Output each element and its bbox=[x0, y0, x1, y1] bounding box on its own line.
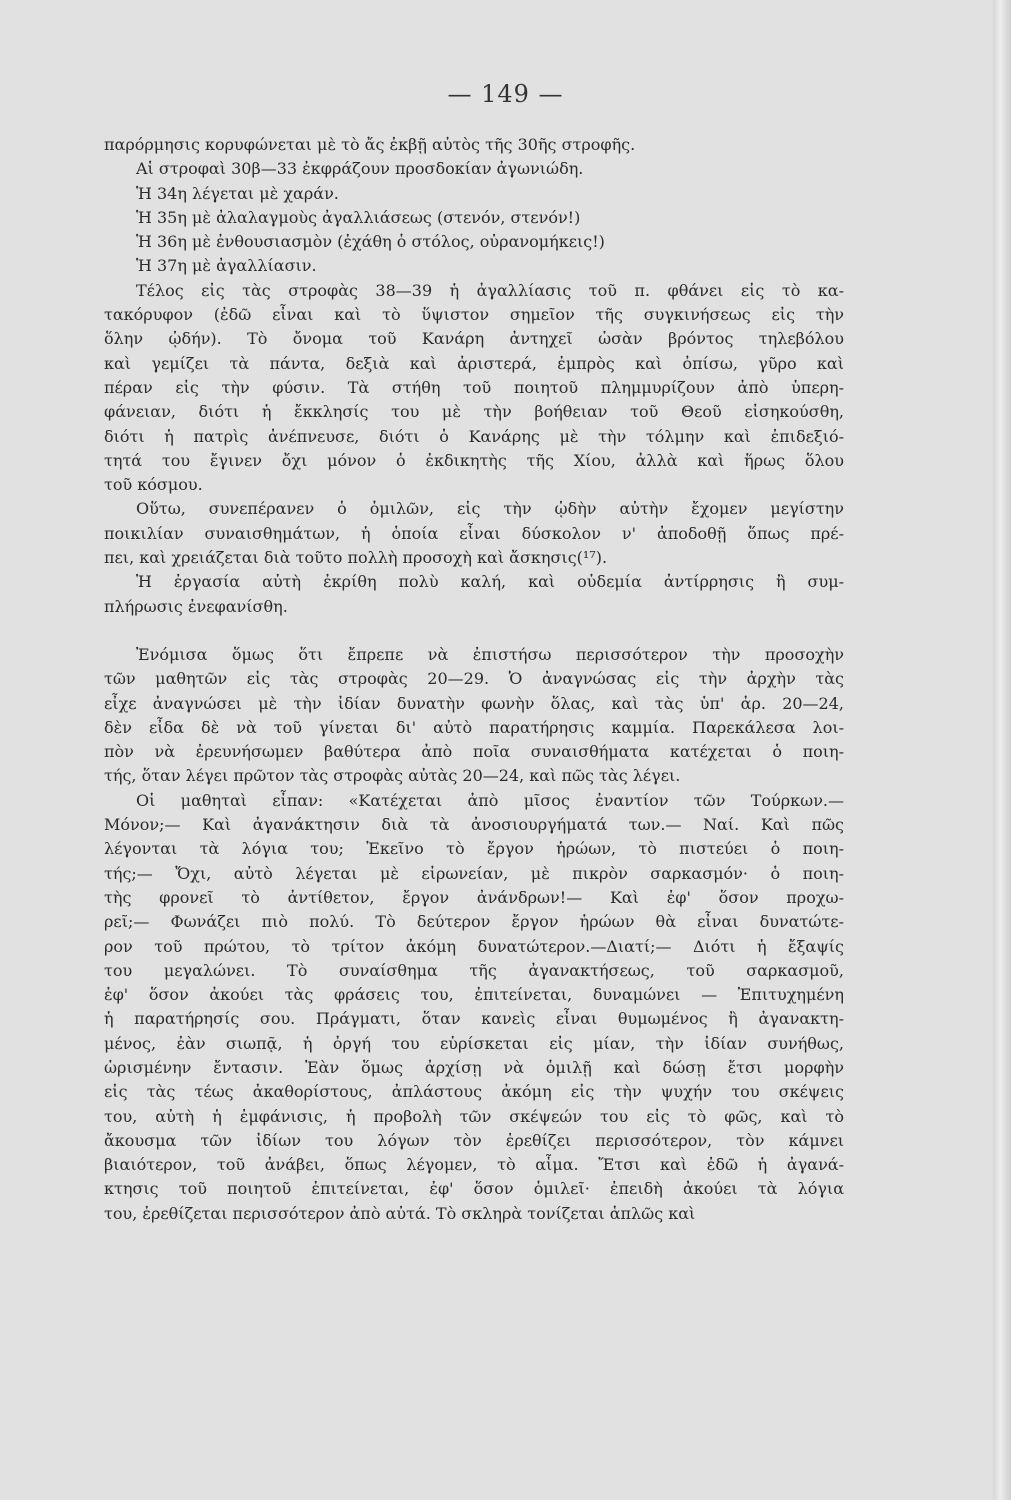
text-line: εἰς τὰς τέως ἀκαθορίστους, ἀπλάστους ἀκόμη εἰς τὴν ψυχήν του σκέψεις bbox=[104, 1082, 844, 1102]
text-line: του μεγαλώνει. Τὸ συναίσθημα τῆς ἀγανακτήσεως, τοῦ σαρκασμοῦ, bbox=[104, 960, 844, 980]
text-line: ρον τοῦ πρώτου, τὸ τρίτον ἀκόμη δυνατώτερον.—Διατί;— Διότι ἡ ἔξαψίς bbox=[104, 936, 844, 956]
text-line: Ἡ 34η λέγεται μὲ χαράν. bbox=[136, 183, 339, 203]
text-line: ἄκουσμα τῶν ἰδίων του λόγων τὸν ἐρεθίζει περισσότερον, τὸν κάμνει bbox=[104, 1130, 844, 1150]
text-line: ποικιλίαν συναισθημάτων, ἡ ὁποία εἶναι δύσκολον ν' ἀποδοθῇ ὅπως πρέ- bbox=[104, 523, 844, 543]
text-line: τὴς φρονεῖ τὸ ἀντίθετον, ἔργον ἀνάνδρων!— Καὶ ἐφ' ὅσον προχω- bbox=[104, 887, 844, 907]
text-line: τητά του ἔγινεν ὄχι μόνον ὁ ἐκδικητὴς τῆς Χίου, ἀλλὰ καὶ ἥρως ὅλου bbox=[104, 450, 844, 470]
paragraph bbox=[104, 133, 844, 157]
paragraph bbox=[104, 279, 844, 498]
text-line: Ἡ 35η μὲ ἀλαλαγμοὺς ἀγαλλιάσεως (στενόν, στενόν!) bbox=[136, 207, 581, 227]
paragraph bbox=[104, 254, 844, 278]
text-line: ρεῖ;— Φωνάζει πιὸ πολύ. Τὸ δεύτερον ἔργον ἡρώων θὰ εἶναι δυνατώτε- bbox=[104, 912, 844, 932]
text-line: εἶχε ἀναγνώσει μὲ τὴν ἰδίαν δυνατὴν φωνὴν ὅλας, καὶ τὰς ὑπ' ἀρ. 20—24, bbox=[104, 693, 844, 713]
text-line: μένος, ἐὰν σιωπᾷ, ἡ ὀργή του εὑρίσκεται εἰς μίαν, τὴν ἰδίαν συνήθως, bbox=[104, 1033, 844, 1053]
text-line: Οὕτω, συνεπέρανεν ὁ ὁμιλῶν, εἰς τὴν ᾠδὴν αὐτὴν ἔχομεν μεγίστην bbox=[136, 499, 844, 519]
text-line: τακόρυφον (ἐδῶ εἶναι καὶ τὸ ὕψιστον σημεῖον τῆς συγκινήσεως εἰς τὴν bbox=[104, 305, 844, 325]
page-edge bbox=[993, 0, 1011, 1500]
text-line: καὶ γεμίζει τὰ πάντα, δεξιὰ καὶ ἀριστερά, ἐμπρὸς καὶ ὀπίσω, γῦρο καὶ bbox=[104, 353, 844, 373]
paragraph bbox=[104, 570, 844, 619]
text-line: ὡρισμένην ἔντασιν. Ἐὰν ὅμως ἀρχίσῃ νὰ ὁμιλῇ καὶ δώσῃ ἔτσι μορφὴν bbox=[104, 1057, 844, 1077]
text-line: κτησις τοῦ ποιητοῦ ἐπιτείνεται, ἐφ' ὅσον ὁμιλεῖ· ἐπειδὴ ἀκούει τὰ λόγια bbox=[104, 1179, 844, 1199]
text-line: τής;— Ὄχι, αὐτὸ λέγεται μὲ εἰρωνείαν, μὲ πικρὸν σαρκασμόν· ὁ ποιη- bbox=[104, 863, 844, 883]
text-line: Ἡ ἐργασία αὐτὴ ἐκρίθη πολὺ καλή, καὶ οὐδεμία ἀντίρρησις ἢ συμ- bbox=[136, 572, 844, 592]
text-line: πλήρωσις ἐνεφανίσθη. bbox=[104, 596, 288, 616]
text-line: Οἱ μαθηταὶ εἶπαν: «Κατέχεται ἀπὸ μῖσος ἐναντίον τῶν Τούρκων.— bbox=[136, 790, 844, 810]
paragraph-gap bbox=[104, 619, 844, 643]
body-text bbox=[104, 133, 844, 1226]
paragraph bbox=[104, 789, 844, 1226]
paragraph bbox=[104, 157, 844, 181]
text-line: του, ἐρεθίζεται περισσότερον ἀπὸ αὐτά. Τὸ σκληρὰ τονίζεται ἁπλῶς καὶ bbox=[104, 1203, 696, 1223]
text-line: διότι ἡ πατρὶς ἀνέπνευσε, διότι ὁ Κανάρης μὲ τὴν τόλμην καὶ ἐπιδεξιό- bbox=[104, 426, 844, 446]
text-line: φάνειαν, διότι ἡ ἔκκλησίς του μὲ τὴν βοήθειαν τοῦ Θεοῦ εἰσηκούσθη, bbox=[104, 402, 844, 422]
text-line: τής, ὅταν λέγει πρῶτον τὰς στροφὰς αὐτὰς 20—24, καὶ πῶς τὰς λέγει. bbox=[104, 766, 681, 786]
text-line: Τέλος εἰς τὰς στροφὰς 38—39 ἡ ἀγαλλίασις τοῦ π. φθάνει εἰς τὸ κα- bbox=[136, 280, 844, 300]
text-line: τοῦ κόσμου. bbox=[104, 475, 203, 495]
text-line: τῶν μαθητῶν εἰς τὰς στροφὰς 20—29. Ὁ ἀναγνώσας εἰς τὴν ἀρχὴν τὰς bbox=[104, 669, 844, 689]
page-number: — 149 — bbox=[447, 80, 564, 108]
text-line: του, αὐτὴ ἡ ἐμφάνισις, ἡ προβολὴ τῶν σκέψεών του εἰς τὸ φῶς, καὶ τὸ bbox=[104, 1106, 844, 1126]
text-line: παρόρμησις κορυφώνεται μὲ τὸ ἄς ἐκβῇ αὐτὸς τῆς 30ῆς στροφῆς. bbox=[104, 135, 636, 154]
paragraph bbox=[104, 182, 844, 206]
paragraph bbox=[104, 230, 844, 254]
paragraph bbox=[104, 206, 844, 230]
text-line: ἡ παρατήρησίς σου. Πράγματι, ὅταν κανεὶς εἶναι θυμωμένος ἢ ἀγανακτη- bbox=[104, 1009, 844, 1029]
text-line: πέραν εἰς τὴν φύσιν. Τὰ στήθη τοῦ ποιητοῦ πλημμυρίζουν ἀπὸ ὑπερη- bbox=[104, 377, 844, 397]
text-line: ὅλην ᾠδήν). Τὸ ὄνομα τοῦ Κανάρη ἀντηχεῖ ὡσὰν βρόντος τηλεβόλου bbox=[104, 329, 844, 349]
text-line: Μόνον;— Καὶ ἀγανάκτησιν διὰ τὰ ἀνοσιουργήματά των.— Ναί. Καὶ πῶς bbox=[104, 815, 844, 835]
paragraph bbox=[104, 643, 844, 789]
text-line: Ἡ 36η μὲ ἐνθουσιασμὸν (ἐχάθη ὁ στόλος, οὐρανομήκεις!) bbox=[136, 232, 605, 252]
text-line: Ἐνόμισα ὅμως ὅτι ἔπρεπε νὰ ἐπιστήσω περισσότερον τὴν προσοχὴν bbox=[136, 644, 844, 664]
text-line: δὲν εἶδα δὲ νὰ τοῦ γίνεται δι' αὐτὸ παρατήρησις καμμία. Παρεκάλεσα λοι- bbox=[104, 717, 844, 737]
text-line: ἐφ' ὅσον ἀκούει τὰς φράσεις του, ἐπιτείνεται, δυναμώνει — Ἐπιτυχημένη bbox=[104, 985, 844, 1005]
text-line: Αἱ στροφαὶ 30β—33 ἐκφράζουν προσδοκίαν ἀγωνιώδη. bbox=[136, 159, 584, 179]
text-line: πει, καὶ χρειάζεται διὰ τοῦτο πολλὴ προσοχὴ καὶ ἄσκησις(¹⁷). bbox=[104, 548, 608, 568]
text-line: πὸν νὰ ἐρευνήσωμεν βαθύτερα ἀπὸ ποῖα συναισθήματα κατέχεται ὁ ποιη- bbox=[104, 742, 844, 762]
text-line: λέγονται τὰ λόγια του; Ἐκεῖνο τὸ ἔργον ἡρώων, τὸ πιστεύει ὁ ποιη- bbox=[104, 839, 844, 859]
text-line: βιαιότερον, τοῦ ἀνάβει, ὅπως λέγομεν, τὸ αἷμα. Ἔτσι καὶ ἐδῶ ἡ ἀγανά- bbox=[104, 1155, 844, 1175]
text-line: Ἡ 37η μὲ ἀγαλλίασιν. bbox=[136, 256, 317, 276]
paragraph bbox=[104, 497, 844, 570]
